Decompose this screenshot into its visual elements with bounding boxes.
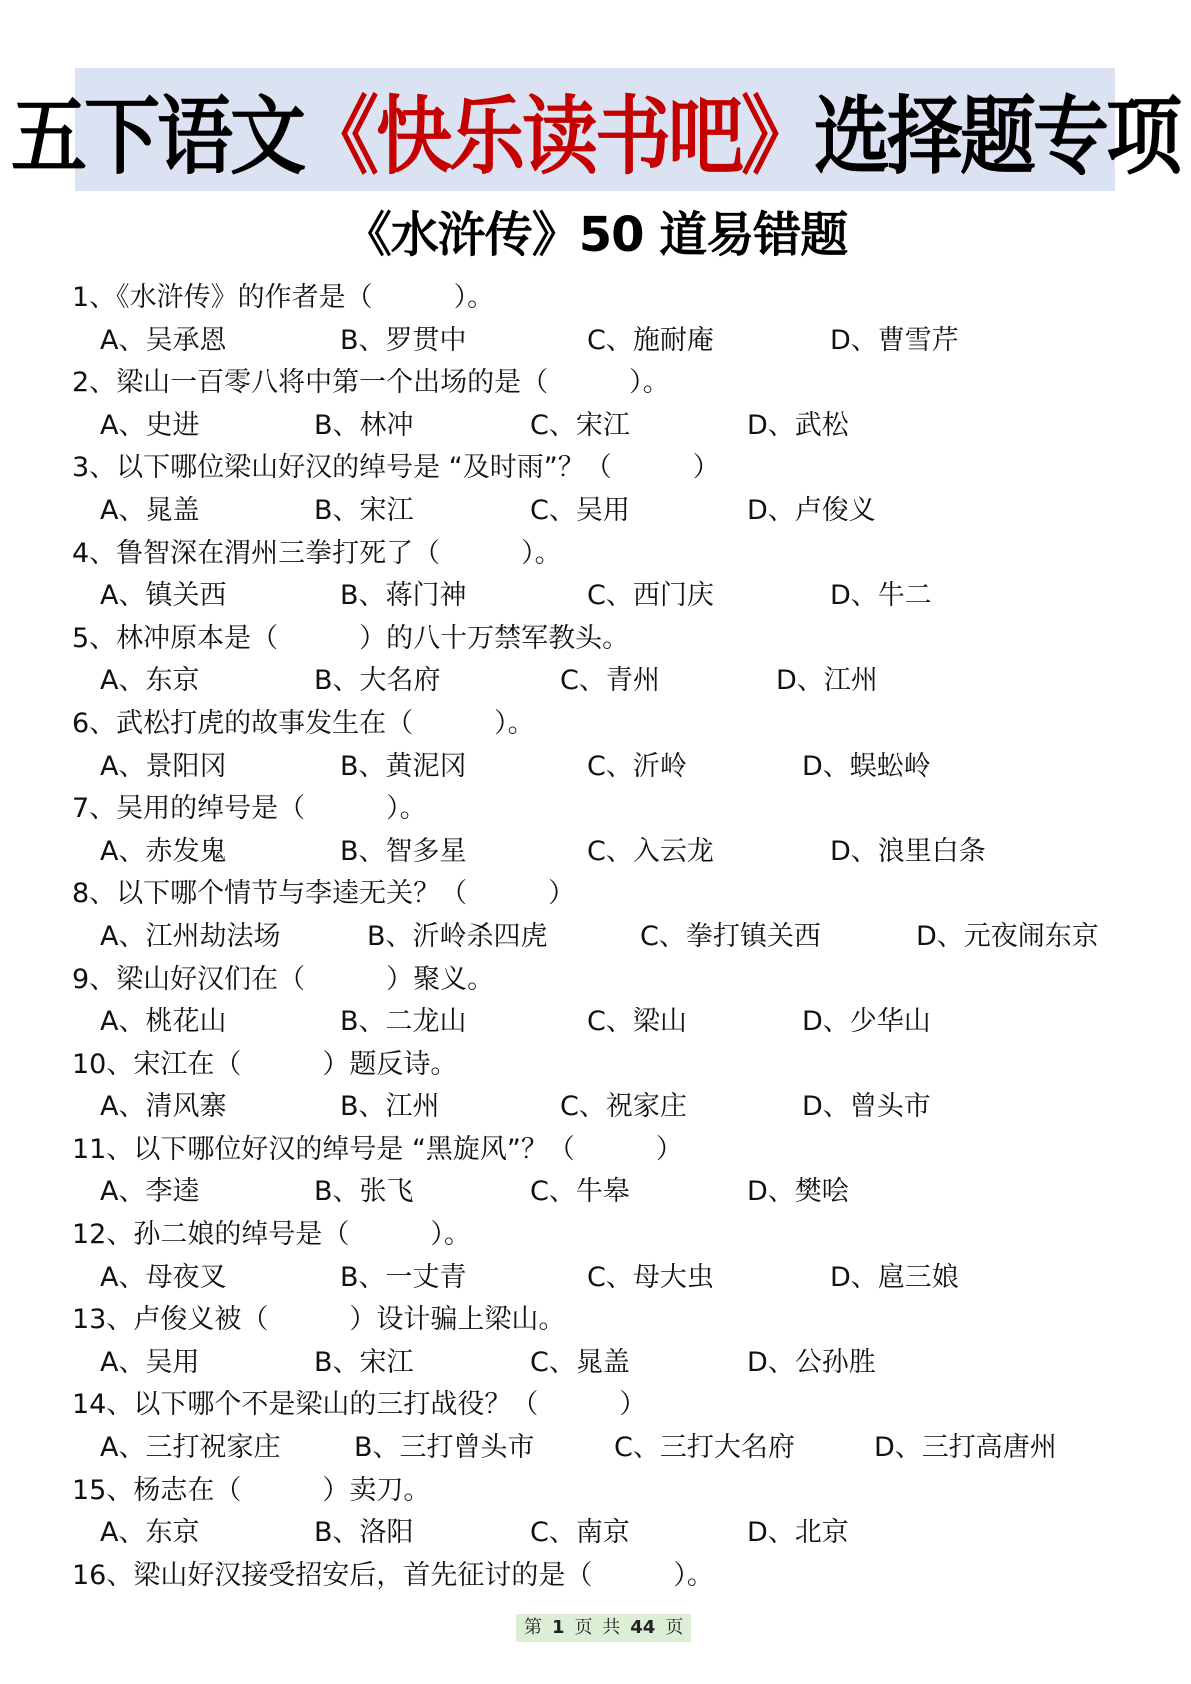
option-b: B、张飞: [314, 1176, 414, 1208]
option-a: A、东京: [100, 665, 200, 697]
option-a: A、赤发鬼: [100, 835, 227, 867]
question-stem: 15、杨志在（ ）卖刀。: [72, 1474, 431, 1506]
question-stem: 3、以下哪位梁山好汉的绰号是 “及时雨”？（ ）: [72, 452, 720, 484]
option-b: B、一丈青: [340, 1261, 467, 1293]
question-stem: 7、吴用的绰号是（ ）。: [72, 793, 427, 825]
subtitle: 《水浒传》50 道易错题: [343, 207, 848, 263]
current-page: 1: [552, 1617, 565, 1638]
option-b: B、洛阳: [314, 1517, 414, 1549]
option-c: C、晁盖: [530, 1346, 630, 1378]
page-label-mid: 页: [574, 1617, 593, 1638]
option-d: D、扈三娘: [830, 1261, 959, 1293]
option-d: D、卢俊义: [747, 494, 876, 526]
option-b: B、沂岭杀四虎: [367, 920, 548, 952]
option-d: D、武松: [747, 409, 849, 441]
question-options: [72, 1512, 1132, 1555]
option-d: D、牛二: [830, 580, 932, 612]
option-b: B、智多星: [340, 835, 467, 867]
question-options: [72, 575, 1132, 618]
question-list: [72, 277, 1132, 1597]
option-a: A、东京: [100, 1517, 200, 1549]
option-c: C、牛皋: [530, 1176, 630, 1208]
question-options: [72, 1427, 1132, 1470]
page-label-prefix: 第: [524, 1617, 542, 1638]
question-options: [72, 831, 1132, 874]
page-label-suffix: 页: [665, 1617, 684, 1638]
option-a: A、史进: [100, 409, 200, 441]
question-stem: 5、林冲原本是（ ）的八十万禁军教头。: [72, 622, 630, 654]
page-label-total: 共: [602, 1617, 621, 1638]
option-b: B、三打曾头市: [354, 1432, 535, 1464]
option-a: A、桃花山: [100, 1006, 227, 1038]
option-a: A、吴用: [100, 1346, 200, 1378]
option-c: C、南京: [530, 1517, 630, 1549]
question-options: [72, 1257, 1132, 1300]
option-c: C、入云龙: [587, 835, 714, 867]
option-b: B、二龙山: [340, 1006, 467, 1038]
question-options: [72, 1086, 1132, 1129]
option-c: C、吴用: [530, 494, 630, 526]
title-highlight: 《快乐读书吧》: [303, 86, 814, 187]
option-b: B、黄泥冈: [340, 750, 467, 782]
question-options: [72, 405, 1132, 448]
question-stem: 8、以下哪个情节与李逵无关？（ ）: [72, 878, 576, 910]
option-c: C、母大虫: [587, 1261, 714, 1293]
question-stem: 13、卢俊义被（ ）设计骗上梁山。: [72, 1304, 566, 1336]
option-d: D、樊哙: [747, 1176, 849, 1208]
option-c: C、祝家庄: [560, 1091, 687, 1123]
question-options: [72, 1001, 1132, 1044]
option-b: B、宋江: [314, 494, 414, 526]
option-b: B、宋江: [314, 1346, 414, 1378]
option-d: D、三打高唐州: [874, 1432, 1057, 1464]
question-stem: 9、梁山好汉们在（ ）聚义。: [72, 963, 495, 995]
question-stem: 11、以下哪位好汉的绰号是 “黑旋风”？（ ）: [72, 1133, 683, 1165]
option-a: A、吴承恩: [100, 324, 227, 356]
option-d: D、曾头市: [802, 1091, 931, 1123]
option-c: C、梁山: [587, 1006, 687, 1038]
question-options: [72, 1171, 1132, 1214]
option-a: A、李逵: [100, 1176, 200, 1208]
option-c: C、拳打镇关西: [640, 920, 821, 952]
option-d: D、曹雪芹: [830, 324, 959, 356]
question-stem: 2、梁山一百零八将中第一个出场的是（ ）。: [72, 367, 670, 399]
option-c: C、宋江: [530, 409, 630, 441]
title-suffix: 选择题专项: [814, 86, 1179, 187]
option-d: D、少华山: [802, 1006, 931, 1038]
option-d: D、元夜闹东京: [916, 920, 1099, 952]
option-d: D、公孙胜: [747, 1346, 876, 1378]
option-d: D、江州: [776, 665, 878, 697]
question-stem: 14、以下哪个不是梁山的三打战役？（ ）: [72, 1389, 647, 1421]
option-a: A、江州劫法场: [100, 920, 281, 952]
option-a: A、三打祝家庄: [100, 1432, 281, 1464]
option-d: D、北京: [747, 1517, 849, 1549]
question-stem: 1、《水浒传》的作者是（ ）。: [72, 282, 495, 313]
question-stem: 4、鲁智深在渭州三拳打死了（ ）。: [72, 537, 562, 569]
question-stem: 6、武松打虎的故事发生在（ ）。: [72, 707, 535, 739]
question-stem: 16、梁山好汉接受招安后，首先征讨的是（ ）。: [72, 1559, 714, 1591]
option-d: D、蜈蚣岭: [802, 750, 931, 782]
option-c: C、西门庆: [587, 580, 714, 612]
question-options: [72, 320, 1132, 363]
option-a: A、母夜叉: [100, 1261, 227, 1293]
question-options: [72, 1342, 1132, 1385]
option-b: B、罗贯中: [340, 324, 467, 356]
page-indicator: [516, 1614, 691, 1642]
option-a: A、景阳冈: [100, 750, 227, 782]
option-d: D、浪里白条: [830, 835, 986, 867]
option-b: B、大名府: [314, 665, 441, 697]
total-pages: 44: [630, 1617, 656, 1638]
question-options: [72, 916, 1132, 959]
option-a: A、晁盖: [100, 494, 200, 526]
option-b: B、蒋门神: [340, 580, 467, 612]
option-a: A、镇关西: [100, 580, 227, 612]
option-a: A、清风寨: [100, 1091, 227, 1123]
option-c: C、青州: [560, 665, 660, 697]
option-c: C、施耐庵: [587, 324, 714, 356]
question-stem: 10、宋江在（ ）题反诗。: [72, 1048, 458, 1080]
option-c: C、沂岭: [587, 750, 687, 782]
option-b: B、林冲: [314, 409, 414, 441]
option-c: C、三打大名府: [614, 1432, 795, 1464]
title-banner: [11, 68, 1179, 191]
option-b: B、江州: [340, 1091, 440, 1123]
title-prefix: 五下语文: [11, 86, 303, 187]
question-options: [72, 660, 1132, 703]
question-options: [72, 746, 1132, 789]
question-options: [72, 490, 1132, 533]
question-stem: 12、孙二娘的绰号是（ ）。: [72, 1219, 471, 1251]
